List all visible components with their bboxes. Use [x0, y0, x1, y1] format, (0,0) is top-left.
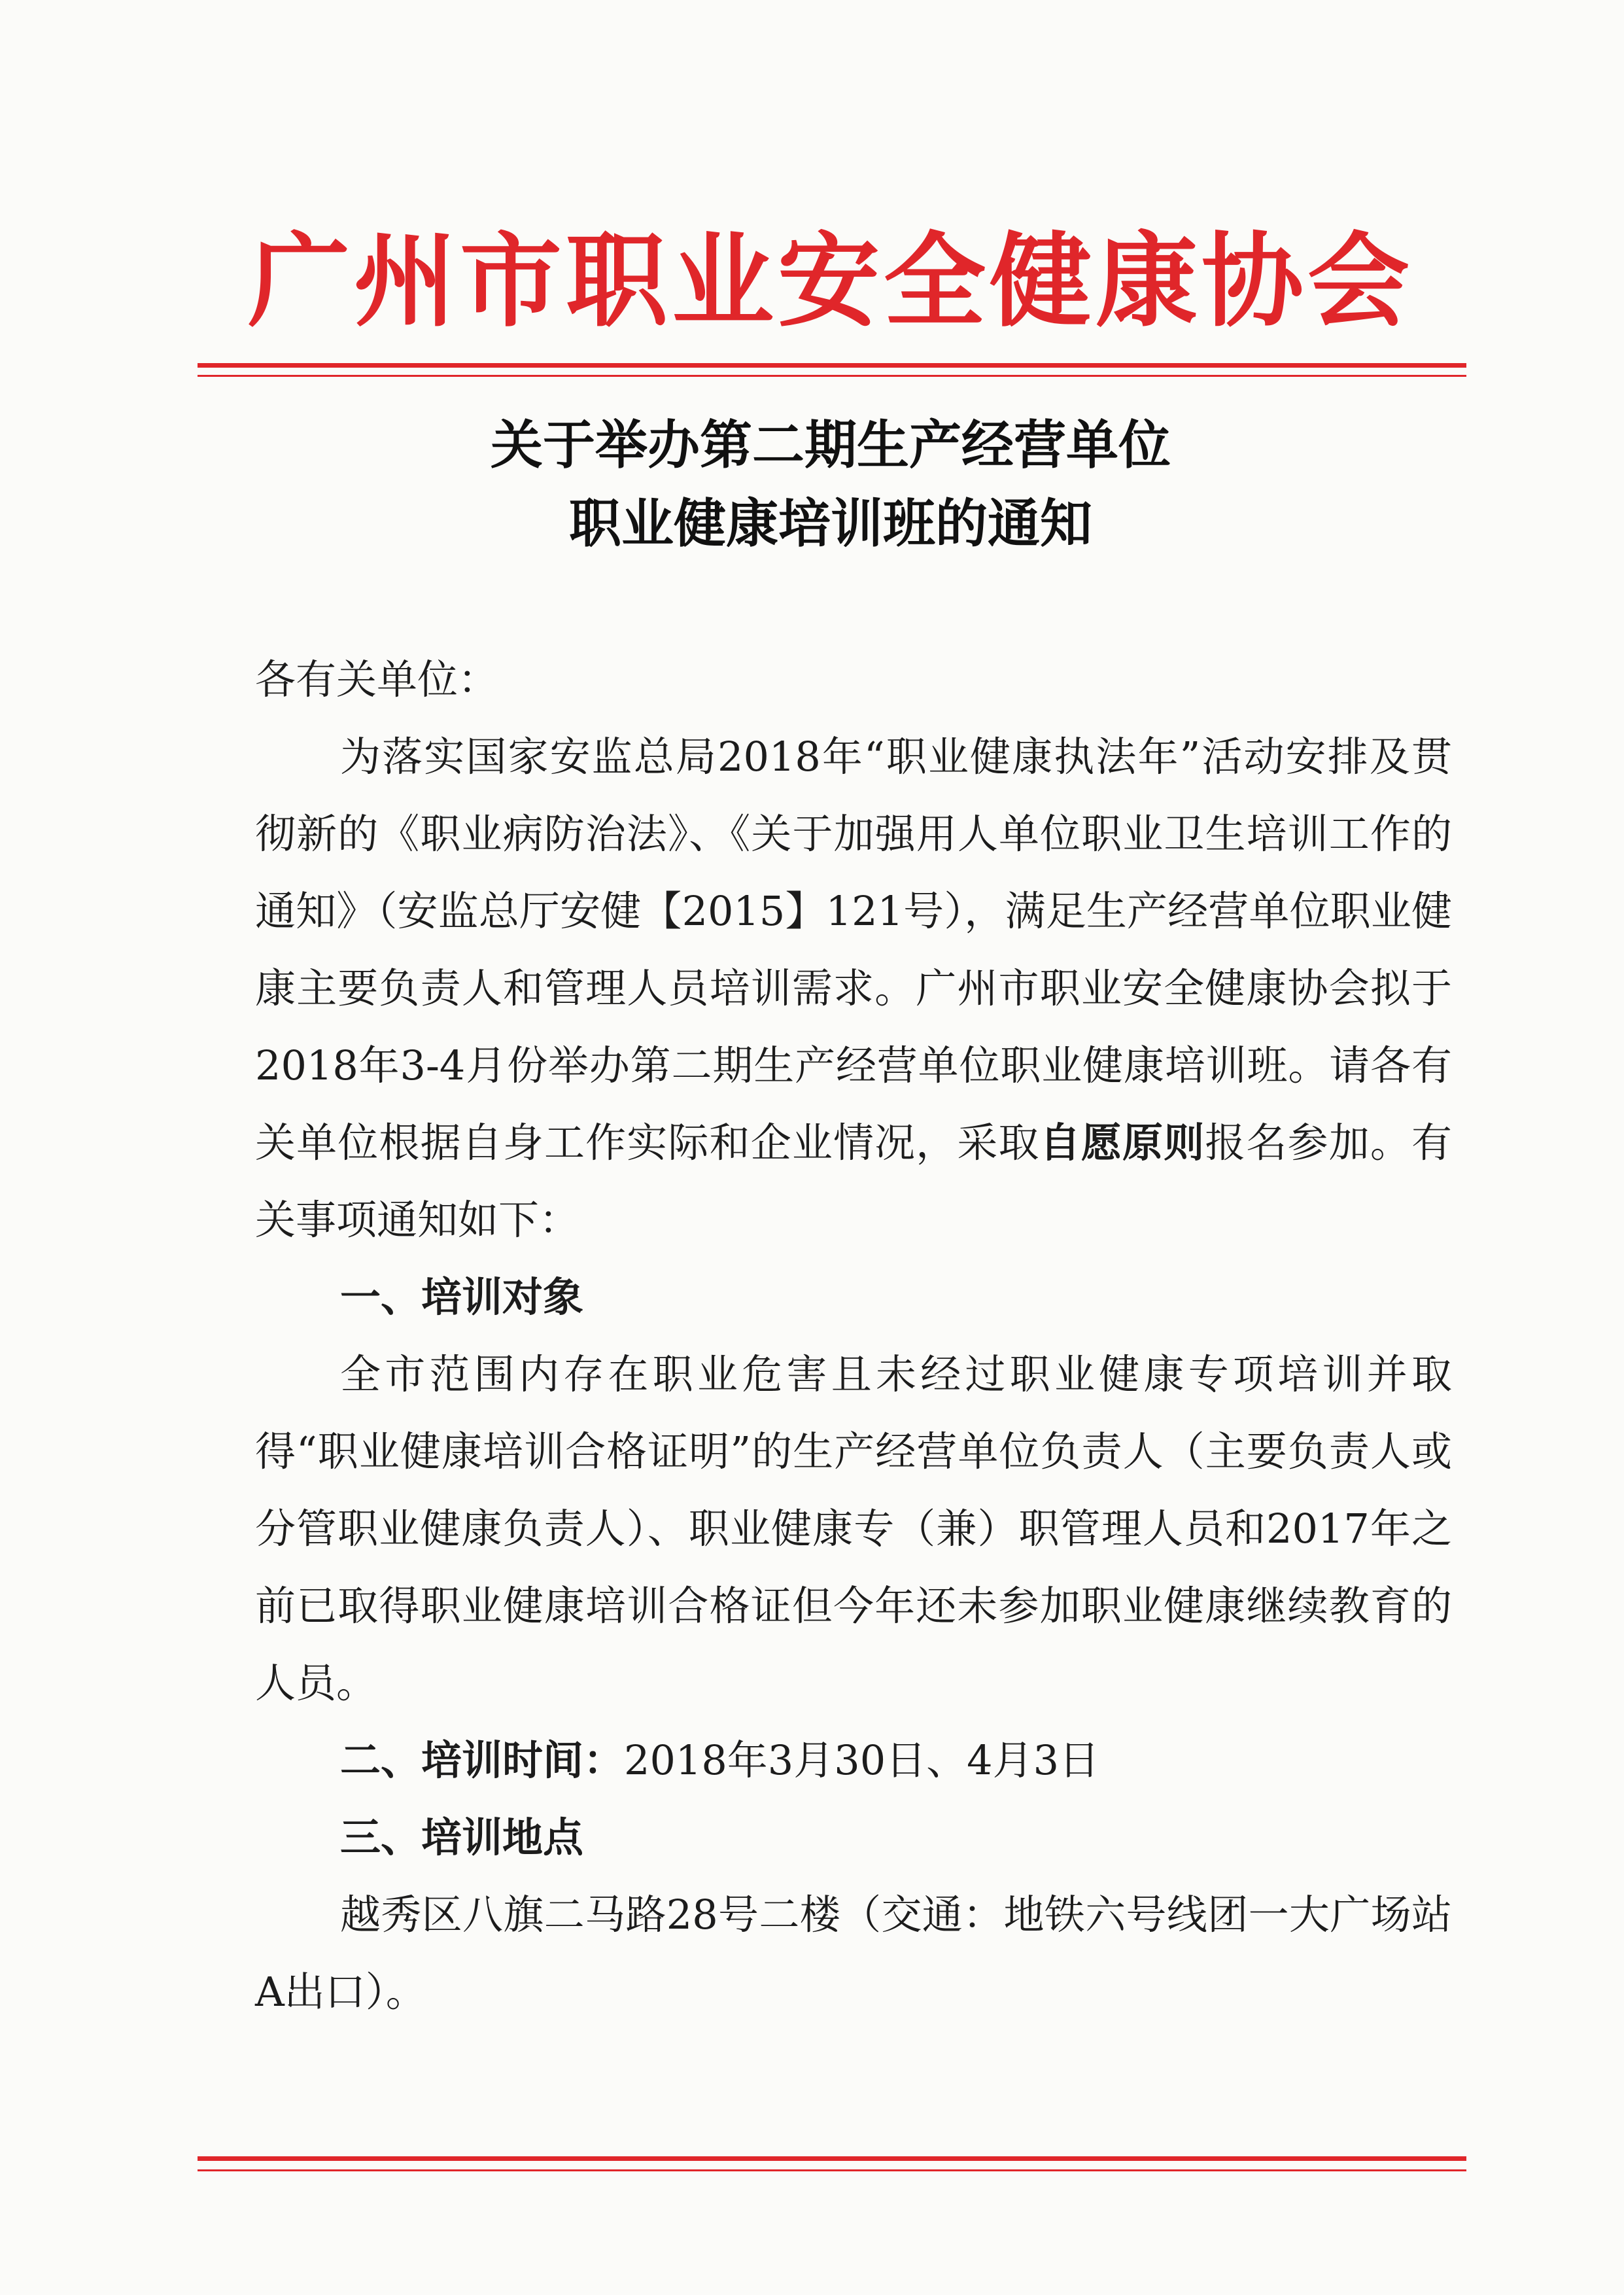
footer-rule-thin-line — [198, 2169, 1466, 2171]
section-1-text: 全市范围内存在职业危害且未经过职业健康专项培训并取得“职业健康培训合格证明”的生产经营单位负责人（主要负责人或分管职业健康负责人）、职业健康专（兼）职管理人员和2017年之前已取得职业健康培训合格证但今年还未参加职业健康继续教育的人员。 — [255, 1350, 1452, 1707]
intro-text: 为落实国家安监总局2018年“职业健康执法年”活动安排及贯彻新的《职业病防治法》、《关于加强用人单位职业卫生培训工作的通知》（安监总厅安健【2015】121号），满足生产经营单位职业健康主要负责人和管理人员培训需求。广州市职业安全健康协会拟于2018年3-4月份举办第二期生产经营单位职业健康培训班。请各有关单位根据自身工作实际和企业情况，采取 — [255, 733, 1452, 1166]
intro-paragraph — [255, 718, 1452, 1259]
section-2-text: 2018年3月30日、4月3日 — [624, 1736, 1100, 1784]
section-3-heading: 三、培训地点 — [340, 1813, 584, 1861]
document-body — [255, 641, 1452, 2031]
section-3-text: 越秀区八旗二马路28号二楼（交通：地铁六号线团一大广场站A出口）。 — [255, 1891, 1452, 2016]
section-2-paragraph — [255, 1722, 1452, 1799]
section-1-heading: 一、培训对象 — [340, 1273, 584, 1321]
header-rule-thin-line — [198, 375, 1466, 377]
intro-bold-text: 自愿原则 — [1039, 1119, 1205, 1166]
header-rule-thick-line — [198, 363, 1466, 368]
document-title-line-2: 职业健康培训班的通知 — [569, 493, 1092, 554]
organization-header: 广州市职业安全健康协会 — [248, 222, 1413, 341]
document-title-line-1: 关于举办第二期生产经营单位 — [491, 414, 1171, 476]
section-2-heading: 二、培训时间： — [340, 1736, 625, 1784]
intro-text-end: 报名参加。有关事项通知如下： — [255, 1119, 1452, 1244]
footer-rule-thick-line — [198, 2156, 1466, 2161]
salutation: 各有关单位： — [255, 656, 499, 703]
